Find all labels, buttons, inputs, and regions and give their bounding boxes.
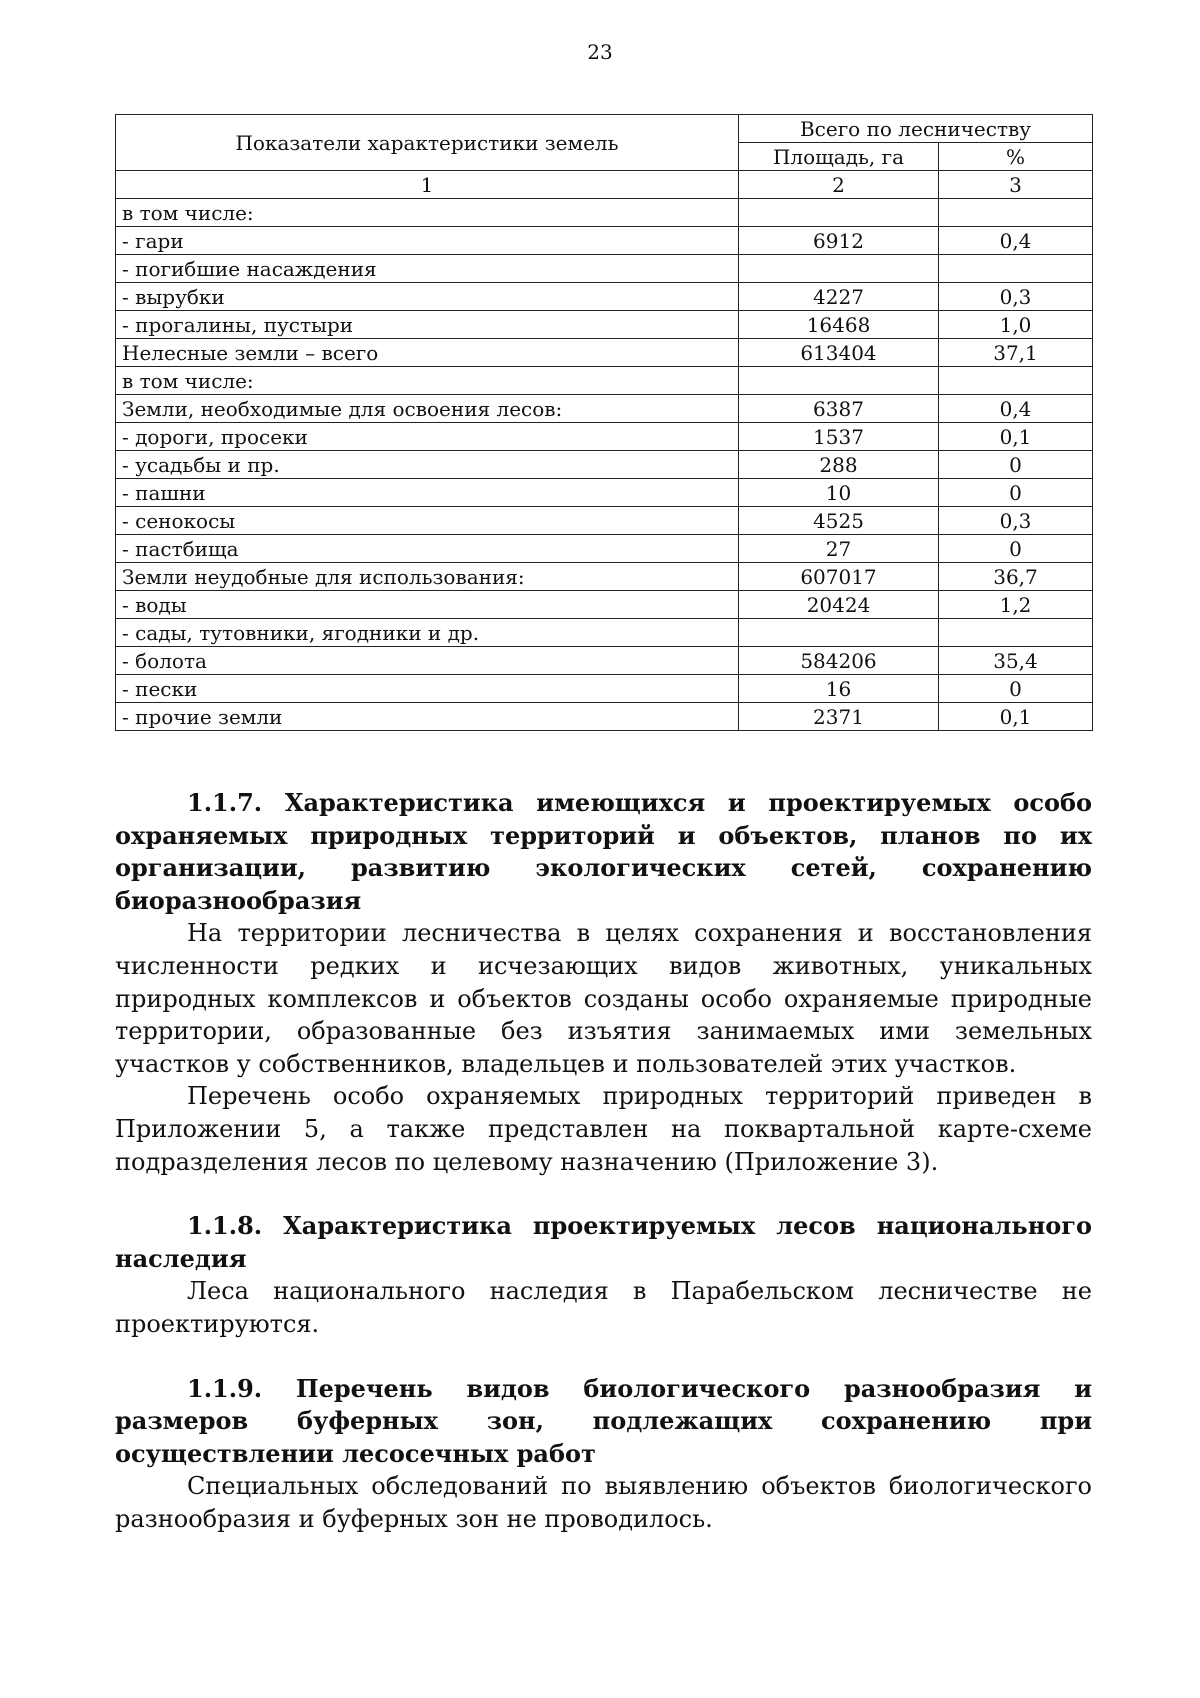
row-percent: 0,3 <box>939 283 1093 311</box>
row-area: 27 <box>739 535 939 563</box>
row-label: - дороги, просеки <box>116 423 739 451</box>
row-area: 1537 <box>739 423 939 451</box>
header-total-forestry: Всего по лесничеству <box>739 115 1093 143</box>
table-row <box>116 199 1093 227</box>
row-area: 4227 <box>739 283 939 311</box>
row-area: 6912 <box>739 227 939 255</box>
col-number-1: 1 <box>116 171 739 199</box>
row-area: 584206 <box>739 647 939 675</box>
row-label: в том числе: <box>116 199 739 227</box>
row-percent: 0 <box>939 535 1093 563</box>
row-percent: 0,1 <box>939 423 1093 451</box>
paragraph: Специальных обследований по выявлению объектов биологического разнообразия и буферных зон не проводилось. <box>115 1472 1092 1533</box>
table-row <box>116 591 1093 619</box>
row-percent: 0 <box>939 451 1093 479</box>
row-label: Нелесные земли – всего <box>116 339 739 367</box>
row-percent <box>939 619 1093 647</box>
table-row <box>116 311 1093 339</box>
row-percent <box>939 199 1093 227</box>
table-row <box>116 507 1093 535</box>
table-row <box>116 423 1093 451</box>
row-percent: 0 <box>939 479 1093 507</box>
row-label: - прочие земли <box>116 703 739 731</box>
table-row <box>116 283 1093 311</box>
row-percent: 0,4 <box>939 227 1093 255</box>
row-area: 16468 <box>739 311 939 339</box>
table-row <box>116 339 1093 367</box>
row-percent <box>939 255 1093 283</box>
row-label: - пастбища <box>116 535 739 563</box>
table-row <box>116 395 1093 423</box>
row-area <box>739 199 939 227</box>
section-1-1-9 <box>115 1373 1092 1536</box>
land-characteristics-table <box>115 114 1093 731</box>
row-area: 607017 <box>739 563 939 591</box>
row-percent: 0,4 <box>939 395 1093 423</box>
row-percent: 0 <box>939 675 1093 703</box>
row-area: 16 <box>739 675 939 703</box>
row-label: - вырубки <box>116 283 739 311</box>
row-label: - пашни <box>116 479 739 507</box>
row-label: - прогалины, пустыри <box>116 311 739 339</box>
row-label: - болота <box>116 647 739 675</box>
section-1-1-8 <box>115 1210 1092 1340</box>
table-row <box>116 647 1093 675</box>
paragraph: Перечень особо охраняемых природных территорий приведен в Приложении 5, а также представлен на поквартальной карте-схеме подразделения лесов по целевому назначению (Приложение 3). <box>115 1082 1092 1176</box>
page-number: 23 <box>587 40 613 64</box>
table-row <box>116 535 1093 563</box>
row-label: Земли, необходимые для освоения лесов: <box>116 395 739 423</box>
row-area: 6387 <box>739 395 939 423</box>
table-row <box>116 227 1093 255</box>
row-percent: 1,2 <box>939 591 1093 619</box>
section-heading: 1.1.7. Характеристика имеющихся и проектируемых особо охраняемых природных территорий и объектов, планов по их организации, развитию экологических сетей, сохранению биоразнообразия <box>115 788 1092 915</box>
row-percent: 35,4 <box>939 647 1093 675</box>
paragraph: На территории лесничества в целях сохранения и восстановления численности редких и исчезающих видов животных, уникальных природных комплексов и объектов созданы особо охраняемые природные территории, образованные без изъятия занимаемых ими земельных участков у собственников, владельцев и пользователей этих участков. <box>115 919 1092 1078</box>
section-1-1-7 <box>115 787 1092 1178</box>
row-label: - сады, тутовники, ягодники и др. <box>116 619 739 647</box>
row-percent: 37,1 <box>939 339 1093 367</box>
row-area: 4525 <box>739 507 939 535</box>
row-area: 613404 <box>739 339 939 367</box>
row-area: 20424 <box>739 591 939 619</box>
header-percent: % <box>939 143 1093 171</box>
table-row <box>116 451 1093 479</box>
row-percent: 36,7 <box>939 563 1093 591</box>
table-row <box>116 563 1093 591</box>
row-label: - погибшие насаждения <box>116 255 739 283</box>
row-label: - гари <box>116 227 739 255</box>
paragraph: Леса национального наследия в Парабельском лесничестве не проектируются. <box>115 1277 1092 1338</box>
row-percent <box>939 367 1093 395</box>
row-area: 10 <box>739 479 939 507</box>
row-label: - воды <box>116 591 739 619</box>
col-number-2: 2 <box>739 171 939 199</box>
row-area <box>739 619 939 647</box>
row-percent: 1,0 <box>939 311 1093 339</box>
row-percent: 0,1 <box>939 703 1093 731</box>
row-label: в том числе: <box>116 367 739 395</box>
section-heading: 1.1.8. Характеристика проектируемых лесов национального наследия <box>115 1211 1092 1273</box>
table-row <box>116 479 1093 507</box>
table-row <box>116 367 1093 395</box>
row-area: 288 <box>739 451 939 479</box>
row-area <box>739 255 939 283</box>
header-area: Площадь, га <box>739 143 939 171</box>
table-row <box>116 619 1093 647</box>
section-heading: 1.1.9. Перечень видов биологического разнообразия и размеров буферных зон, подлежащих сохранению при осуществлении лесосечных работ <box>115 1373 1092 1468</box>
table-row <box>116 703 1093 731</box>
row-label: Земли неудобные для использования: <box>116 563 739 591</box>
header-indicators: Показатели характеристики земель <box>116 115 739 171</box>
row-percent: 0,3 <box>939 507 1093 535</box>
row-area: 2371 <box>739 703 939 731</box>
col-number-3: 3 <box>939 171 1093 199</box>
row-label: - пески <box>116 675 739 703</box>
table-body <box>116 199 1093 731</box>
row-label: - усадьбы и пр. <box>116 451 739 479</box>
table-row <box>116 255 1093 283</box>
table-row <box>116 675 1093 703</box>
page-content <box>115 787 1092 1535</box>
row-area <box>739 367 939 395</box>
row-label: - сенокосы <box>116 507 739 535</box>
